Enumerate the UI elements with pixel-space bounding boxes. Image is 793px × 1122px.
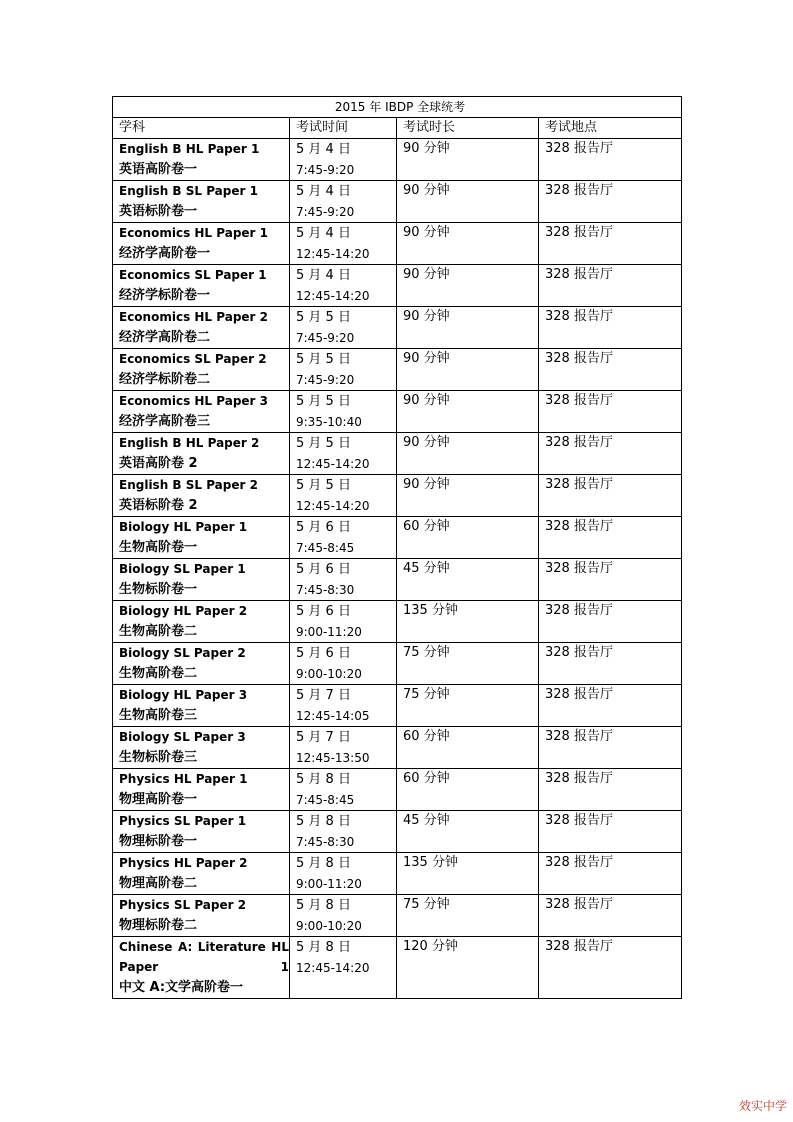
exam-date: 5 月 5 日 [296, 394, 351, 409]
subject-english: Biology SL Paper 2 [119, 646, 246, 660]
subject-cell [113, 559, 290, 601]
subject-cell [113, 433, 290, 475]
exam-date: 5 月 6 日 [296, 520, 351, 535]
exam-time: 9:00-11:20 [296, 877, 362, 891]
subject-chinese: 生物高阶卷一 [119, 540, 198, 555]
table-row [113, 223, 682, 265]
exam-location: 328 报告厅 [539, 643, 682, 685]
subject-english: Economics SL Paper 2 [119, 352, 267, 366]
exam-date: 5 月 8 日 [296, 898, 351, 913]
exam-duration: 90 分钟 [397, 433, 539, 475]
exam-location: 328 报告厅 [539, 475, 682, 517]
subject-english: Biology HL Paper 3 [119, 688, 248, 702]
subject-chinese: 生物标阶卷三 [119, 750, 198, 765]
exam-date: 5 月 6 日 [296, 646, 351, 661]
exam-date: 5 月 8 日 [296, 856, 351, 871]
subject-cell [113, 937, 290, 999]
exam-time: 9:00-10:20 [296, 667, 362, 681]
exam-time-cell [290, 853, 397, 895]
header-subject: 学科 [113, 118, 290, 139]
exam-time: 12:45-14:20 [296, 499, 370, 513]
exam-date: 5 月 8 日 [296, 814, 351, 829]
exam-date: 5 月 5 日 [296, 310, 351, 325]
exam-time-cell [290, 139, 397, 181]
table-row [113, 643, 682, 685]
exam-time-cell [290, 937, 397, 999]
exam-duration: 75 分钟 [397, 895, 539, 937]
exam-time-cell [290, 181, 397, 223]
table-row [113, 937, 682, 999]
exam-time-cell [290, 895, 397, 937]
subject-english: Economics HL Paper 3 [119, 394, 269, 408]
subject-cell [113, 307, 290, 349]
subject-english: Biology SL Paper 3 [119, 730, 246, 744]
exam-time-cell [290, 433, 397, 475]
exam-time: 12:45-14:20 [296, 961, 370, 975]
subject-english: Biology SL Paper 1 [119, 562, 246, 576]
subject-cell [113, 475, 290, 517]
subject-chinese: 经济学标阶卷一 [119, 288, 211, 303]
subject-cell [113, 223, 290, 265]
subject-cell [113, 601, 290, 643]
exam-location: 328 报告厅 [539, 937, 682, 999]
exam-duration: 135 分钟 [397, 601, 539, 643]
exam-time-cell [290, 223, 397, 265]
subject-english: Physics SL Paper 2 [119, 898, 247, 912]
exam-date: 5 月 8 日 [296, 772, 351, 787]
subject-cell [113, 643, 290, 685]
subject-chinese: 生物高阶卷二 [119, 624, 198, 639]
exam-time: 7:45-8:45 [296, 541, 355, 555]
table-row [113, 181, 682, 223]
subject-chinese: 经济学高阶卷二 [119, 330, 211, 345]
exam-location: 328 报告厅 [539, 769, 682, 811]
table-row [113, 685, 682, 727]
exam-time: 12:45-14:20 [296, 289, 370, 303]
table-row [113, 769, 682, 811]
exam-date: 5 月 4 日 [296, 184, 351, 199]
subject-cell [113, 853, 290, 895]
exam-time: 12:45-14:20 [296, 457, 370, 471]
subject-cell [113, 727, 290, 769]
exam-location: 328 报告厅 [539, 307, 682, 349]
exam-duration: 90 分钟 [397, 139, 539, 181]
exam-date: 5 月 5 日 [296, 436, 351, 451]
exam-time: 9:00-10:20 [296, 919, 362, 933]
subject-english: Physics HL Paper 2 [119, 856, 248, 870]
exam-time-cell [290, 685, 397, 727]
subject-cell [113, 895, 290, 937]
exam-time-cell [290, 391, 397, 433]
subject-chinese: 英语高阶卷一 [119, 162, 198, 177]
exam-duration: 90 分钟 [397, 265, 539, 307]
watermark: 效实中学 [739, 1099, 788, 1113]
exam-location: 328 报告厅 [539, 223, 682, 265]
exam-time-cell [290, 769, 397, 811]
exam-duration: 75 分钟 [397, 685, 539, 727]
table-row [113, 265, 682, 307]
exam-time-cell [290, 643, 397, 685]
subject-english: Biology HL Paper 2 [119, 604, 248, 618]
exam-time: 12:45-13:50 [296, 751, 370, 765]
table-row [113, 727, 682, 769]
exam-duration: 90 分钟 [397, 307, 539, 349]
table-row [113, 601, 682, 643]
subject-english: Biology HL Paper 1 [119, 520, 248, 534]
exam-location: 328 报告厅 [539, 685, 682, 727]
exam-time: 7:45-8:30 [296, 835, 355, 849]
table-row [113, 433, 682, 475]
exam-time: 12:45-14:05 [296, 709, 370, 723]
subject-cell [113, 811, 290, 853]
exam-time: 9:00-11:20 [296, 625, 362, 639]
exam-duration: 90 分钟 [397, 223, 539, 265]
subject-chinese: 经济学标阶卷二 [119, 372, 211, 387]
exam-duration: 60 分钟 [397, 769, 539, 811]
exam-time: 7:45-8:30 [296, 583, 355, 597]
subject-chinese: 英语标阶卷 2 [119, 498, 198, 513]
subject-cell [113, 139, 290, 181]
exam-location: 328 报告厅 [539, 181, 682, 223]
exam-time: 12:45-14:20 [296, 247, 370, 261]
subject-chinese: 物理标阶卷一 [119, 834, 198, 849]
exam-duration: 90 分钟 [397, 475, 539, 517]
exam-duration: 45 分钟 [397, 559, 539, 601]
exam-time: 7:45-9:20 [296, 163, 355, 177]
exam-date: 5 月 5 日 [296, 478, 351, 493]
exam-time-cell [290, 601, 397, 643]
exam-location: 328 报告厅 [539, 811, 682, 853]
table-row [113, 307, 682, 349]
exam-location: 328 报告厅 [539, 433, 682, 475]
subject-chinese: 物理高阶卷二 [119, 876, 198, 891]
exam-duration: 60 分钟 [397, 727, 539, 769]
table-row [113, 475, 682, 517]
exam-date: 5 月 7 日 [296, 688, 351, 703]
exam-location: 328 报告厅 [539, 601, 682, 643]
exam-time-cell [290, 727, 397, 769]
exam-time-cell [290, 265, 397, 307]
table-row [113, 349, 682, 391]
exam-time: 7:45-9:20 [296, 331, 355, 345]
table-row [113, 391, 682, 433]
subject-english: Economics HL Paper 2 [119, 310, 269, 324]
exam-duration: 90 分钟 [397, 181, 539, 223]
exam-location: 328 报告厅 [539, 559, 682, 601]
subject-cell [113, 685, 290, 727]
subject-english: English B SL Paper 2 [119, 478, 258, 492]
subject-chinese: 中文 A:文学高阶卷一 [119, 980, 244, 995]
subject-chinese: 经济学高阶卷三 [119, 414, 211, 429]
exam-time: 7:45-8:45 [296, 793, 355, 807]
table-row [113, 559, 682, 601]
exam-time-cell [290, 517, 397, 559]
exam-location: 328 报告厅 [539, 853, 682, 895]
exam-time: 7:45-9:20 [296, 373, 355, 387]
exam-location: 328 报告厅 [539, 139, 682, 181]
exam-time: 9:35-10:40 [296, 415, 362, 429]
table-title: 2015 年 IBDP 全球统考 [113, 97, 682, 118]
subject-english: English B HL Paper 2 [119, 436, 260, 450]
exam-location: 328 报告厅 [539, 727, 682, 769]
exam-location: 328 报告厅 [539, 895, 682, 937]
subject-chinese: 英语高阶卷 2 [119, 456, 198, 471]
exam-duration: 120 分钟 [397, 937, 539, 999]
subject-english: English B SL Paper 1 [119, 184, 258, 198]
exam-time-cell [290, 349, 397, 391]
subject-english: English B HL Paper 1 [119, 142, 260, 156]
exam-time-cell [290, 811, 397, 853]
subject-english: Physics SL Paper 1 [119, 814, 247, 828]
subject-chinese: 英语标阶卷一 [119, 204, 198, 219]
exam-duration: 135 分钟 [397, 853, 539, 895]
subject-cell [113, 769, 290, 811]
subject-chinese: 经济学高阶卷一 [119, 246, 211, 261]
subject-english: Economics SL Paper 1 [119, 268, 267, 282]
exam-date: 5 月 7 日 [296, 730, 351, 745]
exam-date: 5 月 5 日 [296, 352, 351, 367]
subject-english: Economics HL Paper 1 [119, 226, 269, 240]
subject-cell [113, 265, 290, 307]
exam-duration: 75 分钟 [397, 643, 539, 685]
exam-date: 5 月 4 日 [296, 142, 351, 157]
subject-cell [113, 181, 290, 223]
exam-time-cell [290, 559, 397, 601]
table-row [113, 139, 682, 181]
table-row [113, 811, 682, 853]
header-exam-time: 考试时间 [290, 118, 397, 139]
exam-date: 5 月 8 日 [296, 940, 351, 955]
exam-date: 5 月 6 日 [296, 604, 351, 619]
exam-location: 328 报告厅 [539, 349, 682, 391]
header-exam-duration: 考试时长 [397, 118, 539, 139]
subject-english: Chinese A: Literature HL Paper 1 [119, 940, 289, 974]
exam-date: 5 月 4 日 [296, 226, 351, 241]
table-row [113, 853, 682, 895]
exam-schedule-table [112, 96, 682, 999]
subject-chinese: 物理标阶卷二 [119, 918, 198, 933]
header-exam-location: 考试地点 [539, 118, 682, 139]
exam-duration: 90 分钟 [397, 349, 539, 391]
header-row [113, 118, 682, 139]
exam-time: 7:45-9:20 [296, 205, 355, 219]
exam-duration: 90 分钟 [397, 391, 539, 433]
subject-cell [113, 391, 290, 433]
subject-cell [113, 517, 290, 559]
table-row [113, 895, 682, 937]
exam-location: 328 报告厅 [539, 391, 682, 433]
exam-location: 328 报告厅 [539, 517, 682, 559]
subject-chinese: 生物高阶卷二 [119, 666, 198, 681]
subject-chinese: 生物标阶卷一 [119, 582, 198, 597]
exam-duration: 45 分钟 [397, 811, 539, 853]
subject-chinese: 生物高阶卷三 [119, 708, 198, 723]
subject-chinese: 物理高阶卷一 [119, 792, 198, 807]
exam-time-cell [290, 475, 397, 517]
exam-date: 5 月 4 日 [296, 268, 351, 283]
exam-location: 328 报告厅 [539, 265, 682, 307]
exam-time-cell [290, 307, 397, 349]
exam-duration: 60 分钟 [397, 517, 539, 559]
subject-english: Physics HL Paper 1 [119, 772, 248, 786]
exam-date: 5 月 6 日 [296, 562, 351, 577]
table-row [113, 517, 682, 559]
subject-cell [113, 349, 290, 391]
